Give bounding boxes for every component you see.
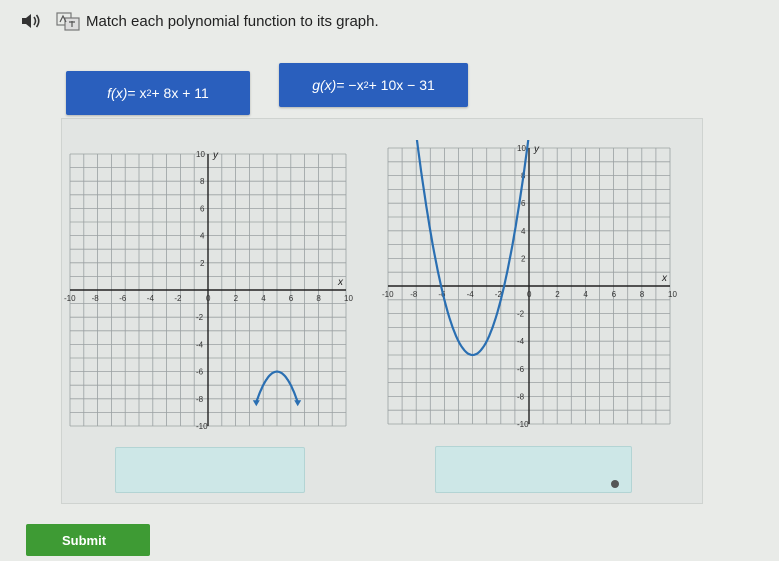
curve-arrow (253, 400, 260, 406)
x-tick-label: 4 (583, 290, 588, 299)
cursor-icon (611, 480, 619, 488)
question-header (20, 8, 379, 34)
x-tick-label: 8 (316, 294, 321, 303)
card-f-lhs: f(x) (107, 85, 128, 101)
drop-zone-right[interactable] (435, 446, 632, 493)
curve-arrow (294, 400, 301, 406)
translate-icon[interactable] (56, 11, 80, 31)
x-tick-label: -2 (494, 290, 502, 299)
x-tick-label: -8 (91, 294, 99, 303)
drop-zone-left[interactable] (115, 447, 305, 493)
x-tick-label: -6 (438, 290, 446, 299)
x-tick-label: 10 (344, 294, 353, 303)
card-g-rest: + 10x − 31 (368, 77, 435, 93)
x-tick-label: 4 (261, 294, 266, 303)
x-tick-label: 8 (639, 290, 645, 299)
x-tick-label: 0 (206, 294, 211, 303)
x-tick-label: -2 (174, 294, 182, 303)
y-tick-label: -4 (517, 337, 525, 347)
card-f-eq: = x (127, 85, 147, 101)
y-tick-label: -6 (196, 367, 204, 377)
x-tick-label: 0 (527, 290, 532, 299)
x-tick-label: 2 (233, 294, 239, 303)
x-tick-label: 6 (288, 294, 294, 303)
y-tick-label: 2 (521, 254, 526, 264)
card-g[interactable] (279, 63, 468, 107)
x-tick-label: 2 (555, 290, 560, 299)
y-axis-label: y (534, 144, 539, 155)
y-tick-label: -8 (517, 392, 525, 402)
y-tick-label: -8 (196, 394, 204, 404)
x-tick-label: -4 (466, 290, 474, 299)
graph-right (380, 140, 678, 432)
y-axis-label: y (213, 150, 218, 161)
x-tick-label: -10 (382, 290, 394, 299)
y-tick-label: -4 (196, 340, 204, 350)
card-f-exp: 2 (146, 88, 152, 98)
y-tick-label: -6 (517, 364, 525, 374)
card-g-eq: = −x (336, 77, 364, 93)
submit-button[interactable]: Submit (26, 524, 150, 556)
x-tick-label: -4 (146, 294, 154, 303)
x-axis-label: x (338, 277, 343, 288)
y-tick-label: 4 (200, 231, 205, 241)
y-tick-label: 8 (200, 177, 205, 187)
y-tick-label: 10 (196, 150, 205, 159)
card-g-exp: 2 (363, 80, 369, 90)
x-tick-label: 6 (611, 290, 617, 299)
y-tick-label: 6 (521, 199, 526, 209)
y-tick-label: 10 (517, 144, 526, 153)
graph-left (62, 146, 354, 434)
y-tick-label: 2 (200, 258, 205, 268)
y-tick-label: 6 (200, 204, 205, 214)
y-tick-label: -10 (517, 420, 529, 429)
card-f-rest: + 8x + 11 (151, 85, 209, 101)
card-f[interactable] (66, 71, 250, 115)
x-tick-label: -8 (410, 290, 418, 299)
y-tick-label: 8 (521, 171, 526, 181)
x-tick-label: -6 (119, 294, 127, 303)
speaker-icon[interactable] (20, 11, 42, 31)
y-tick-label: -10 (196, 422, 208, 431)
x-axis-label: x (662, 273, 667, 284)
y-tick-label: -2 (517, 309, 525, 319)
y-tick-label: 4 (521, 226, 526, 236)
prompt-text: Match each polynomial function to its graph. (86, 12, 379, 30)
x-tick-label: -10 (64, 294, 76, 303)
x-tick-label: 10 (668, 290, 677, 299)
y-tick-label: -2 (196, 313, 204, 323)
card-g-lhs: g(x) (312, 77, 337, 93)
